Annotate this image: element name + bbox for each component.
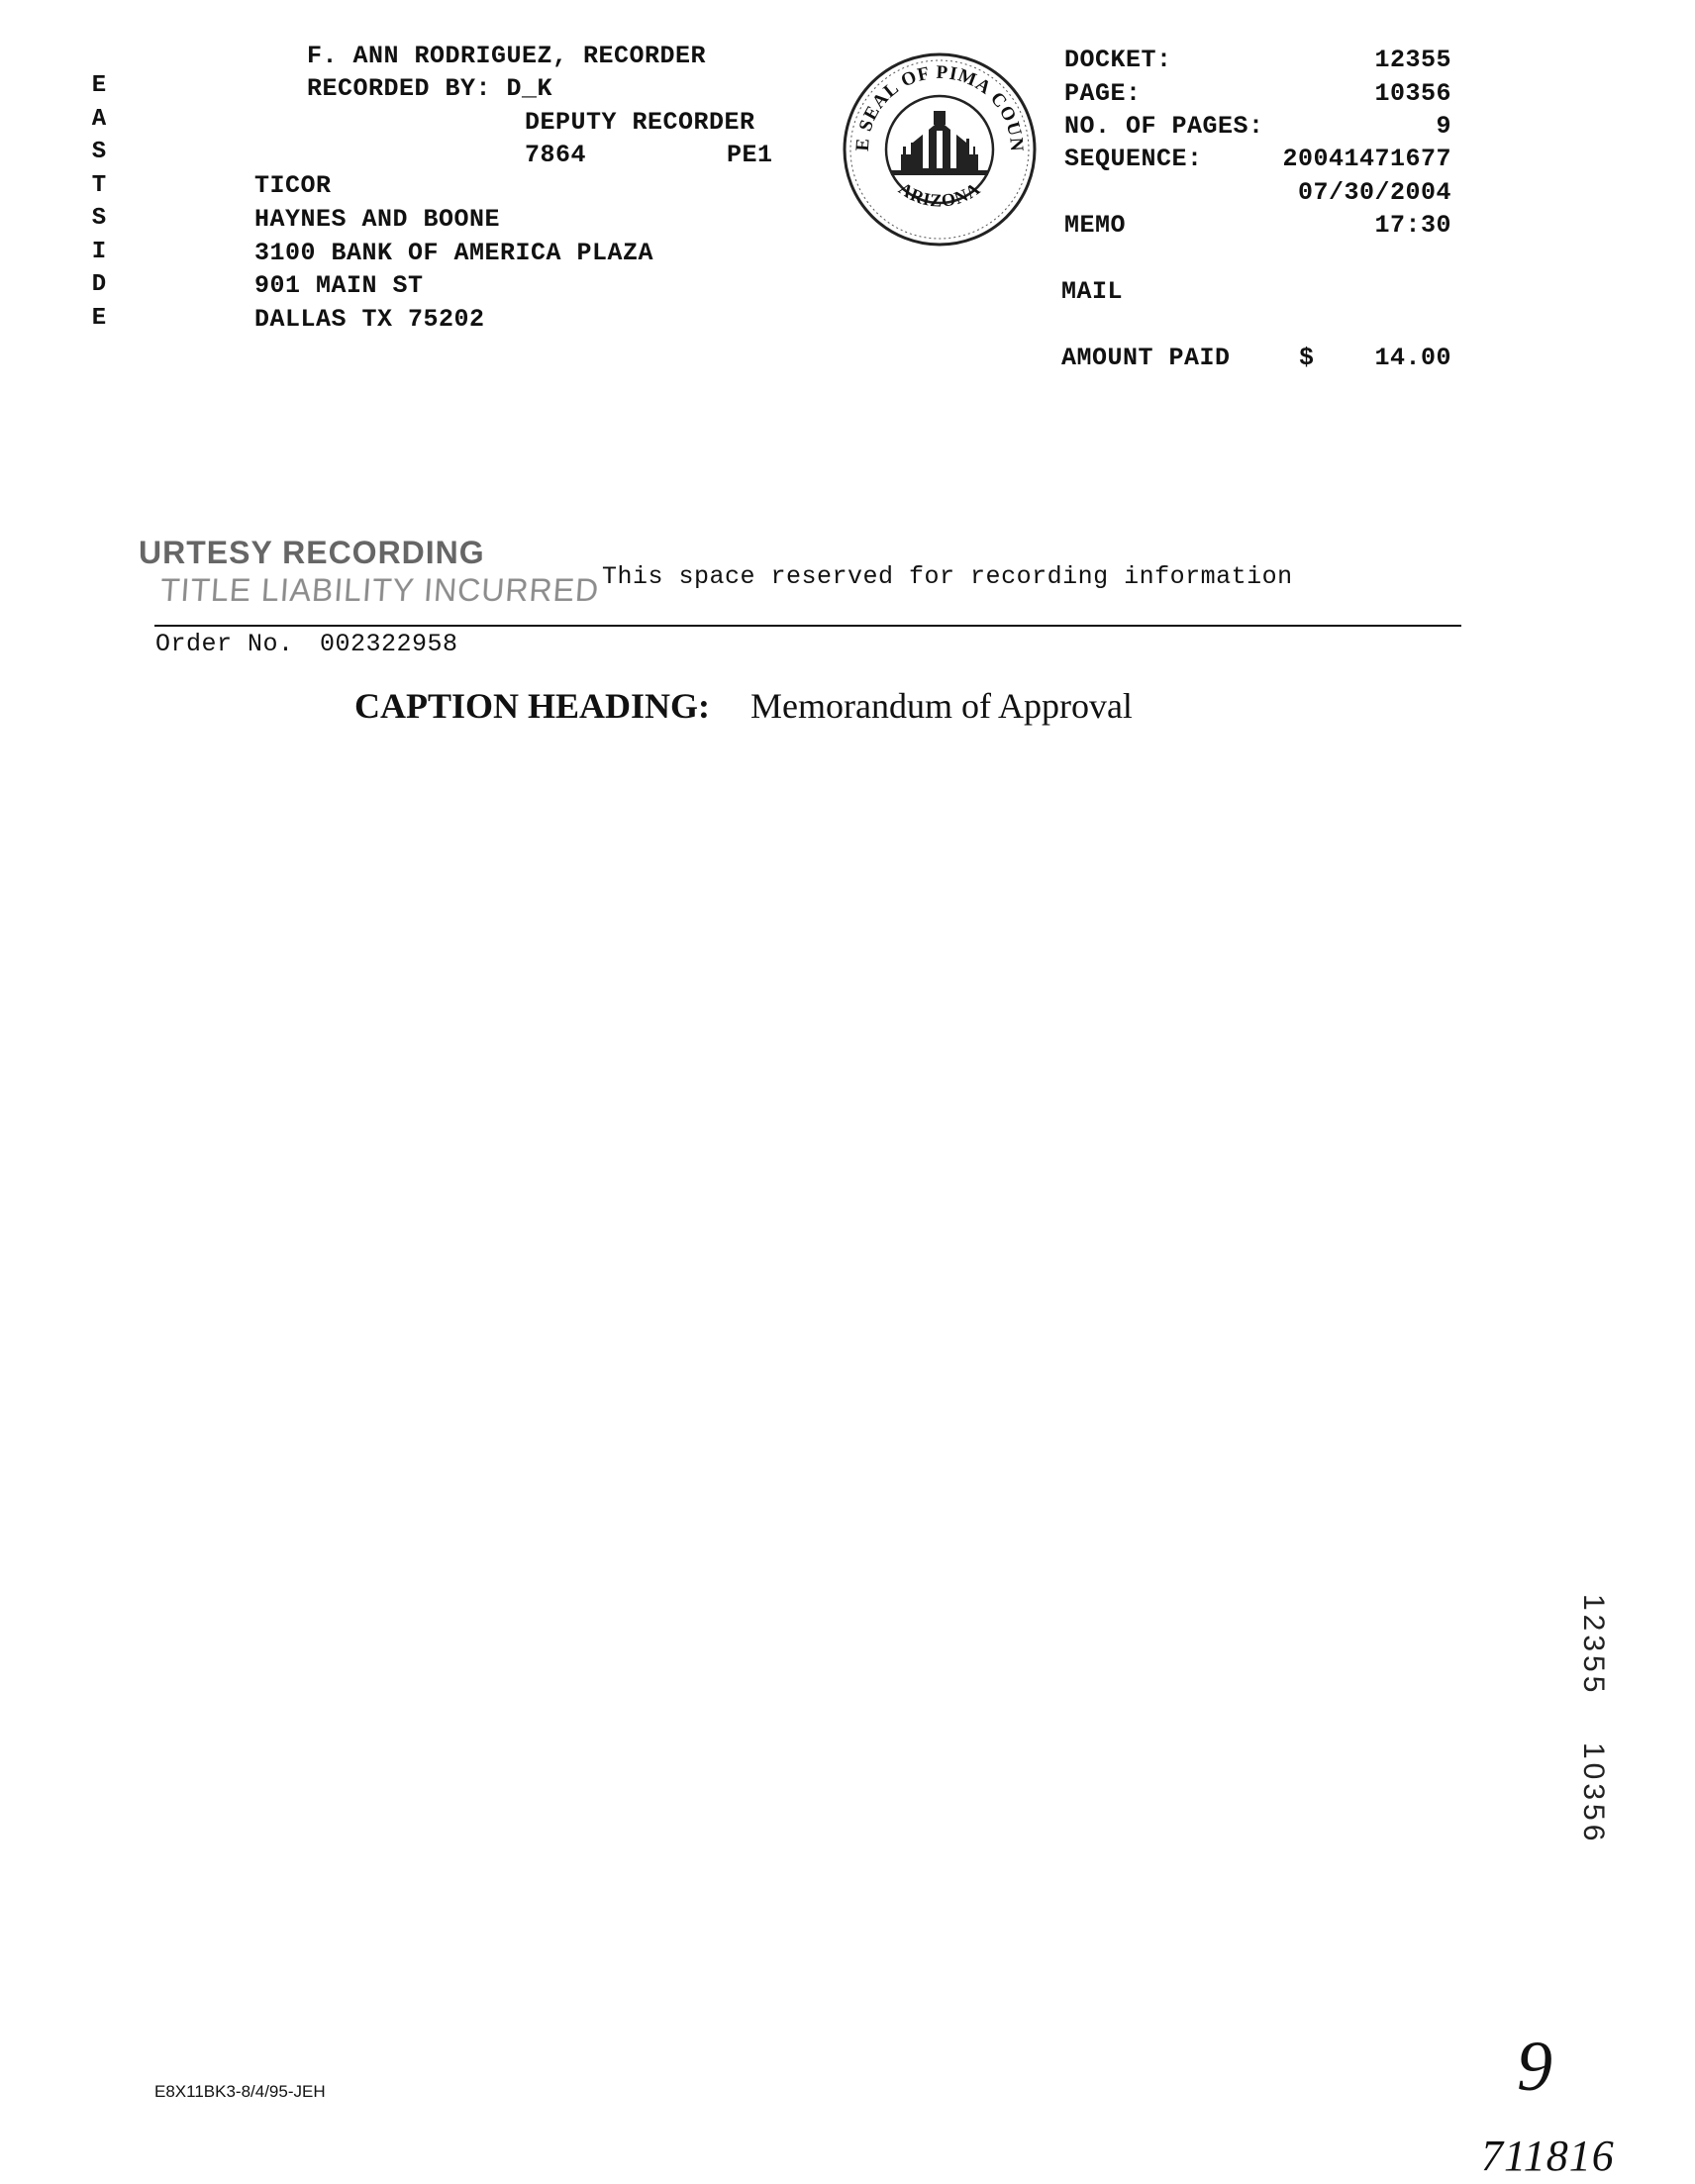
pages-label: NO. OF PAGES:: [1064, 112, 1264, 141]
amount-paid-label: AMOUNT PAID: [1061, 344, 1231, 372]
side-letter: A: [91, 105, 107, 133]
form-code: E8X11BK3-8/4/95-JEH: [154, 2082, 326, 2101]
seal-top-text: E SEAL OF PIMA COUN: [851, 61, 1028, 153]
reserved-space-note: This space reserved for recording information: [602, 562, 1293, 591]
side-letter: E: [91, 72, 107, 99]
side-letter: I: [91, 238, 107, 265]
sequence-label: SEQUENCE:: [1064, 145, 1203, 173]
seal-icon: [842, 51, 1038, 248]
recorder-code-left: 7864: [525, 141, 587, 169]
seal-bottom-text: ARIZONA: [895, 178, 984, 211]
mail-to-suite: 3100 BANK OF AMERICA PLAZA: [254, 239, 654, 267]
side-letter: D: [91, 271, 107, 298]
page-label: PAGE:: [1064, 79, 1142, 108]
handwritten-reference: 711816: [1481, 2132, 1615, 2180]
pages-value: 9: [1436, 112, 1451, 141]
caption-heading-value: Memorandum of Approval: [750, 686, 1133, 726]
recording-time: 17:30: [1374, 211, 1451, 240]
mail-to-street: 901 MAIN ST: [254, 271, 424, 300]
page-value: 10356: [1374, 79, 1451, 108]
mail-to-city: DALLAS TX 75202: [254, 305, 485, 334]
side-letter: T: [91, 171, 107, 199]
side-letter: S: [91, 139, 107, 165]
svg-text:ARIZONA: [895, 178, 984, 211]
pima-county-seal: [842, 51, 1038, 248]
handwritten-page-count: 9: [1517, 2027, 1552, 2106]
recorder-name: F. ANN RODRIGUEZ, RECORDER: [307, 42, 707, 70]
title-liability-stamp: TITLE LIABILITY INCURRED: [158, 572, 601, 608]
order-number-value: 002322958: [320, 630, 458, 658]
reserved-divider: [154, 625, 1461, 627]
courtesy-recording-stamp: URTESY RECORDING: [139, 535, 485, 570]
side-letter: E: [91, 304, 107, 332]
recording-date: 07/30/2004: [1297, 178, 1451, 207]
docket-label: DOCKET:: [1064, 46, 1172, 74]
recorder-code-right: PE1: [727, 141, 773, 169]
side-letter: S: [91, 205, 107, 232]
margin-page-number: 10356: [1577, 1742, 1610, 1845]
sequence-value: 20041471677: [1282, 145, 1451, 173]
east-side-label: [87, 69, 111, 335]
mail-to-firm: HAYNES AND BOONE: [254, 205, 501, 234]
mail-label: MAIL: [1061, 277, 1124, 306]
recorded-by: RECORDED BY: D_K: [307, 74, 553, 103]
margin-docket-number: 12355: [1577, 1594, 1610, 1697]
deputy-recorder: DEPUTY RECORDER: [525, 108, 755, 137]
docket-value: 12355: [1374, 46, 1451, 74]
seal-building-icon: [891, 111, 988, 175]
amount-currency: $: [1299, 344, 1315, 372]
order-number-label: Order No.: [155, 630, 294, 658]
memo-label: MEMO: [1064, 211, 1127, 240]
amount-paid-value: 14.00: [1374, 344, 1451, 372]
caption-heading-label: CAPTION HEADING:: [354, 686, 711, 726]
mail-to-company: TICOR: [254, 171, 332, 200]
